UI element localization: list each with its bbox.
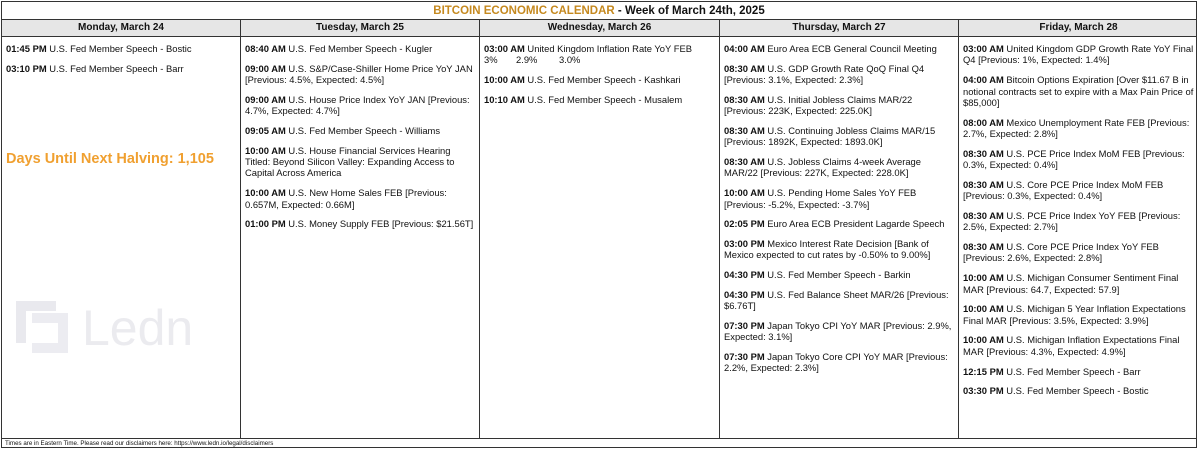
event-time: 08:30 AM [963,178,1004,190]
event-text: U.S. Fed Member Speech - Musalem [524,93,683,105]
event-time: 02:05 PM [724,218,765,230]
event-text: U.S. Continuing Jobless Claims MAR/15 [Previous: 1892K, Expected: 1893.0K] [724,124,936,148]
day-header-monday: Monday, March 24 [2,20,241,36]
event-item [245,63,475,86]
event-time: 04:00 AM [724,43,765,54]
event-item [724,94,954,117]
event-time: 10:00 AM [484,74,525,86]
event-text: U.S. Fed Member Speech - Bostic [46,43,192,54]
event-item [724,187,954,210]
column-thursday [720,37,959,438]
event-time: 09:00 AM [245,62,286,74]
event-text: Mexico Interest Rate Decision [Bank of Mexico expected to cut rates by -0.50% to 9.00%] [724,237,931,261]
event-text: U.S. Fed Member Speech - Barkin [764,269,911,281]
event-text: U.S. Core PCE Price Index MoM FEB [Previous: 0.3%, Expected: 0.4%] [963,178,1164,202]
event-text: Euro Area ECB President Lagarde Speech [764,218,945,230]
event-text: U.S. GDP Growth Rate QoQ Final Q4 [Previous: 3.1%, Expected: 2.3%] [724,62,925,86]
event-item [724,156,954,179]
event-text: U.S. Fed Member Speech - Williams [285,124,441,136]
event-time: 01:00 PM [245,218,286,230]
calendar-frame [1,1,1197,448]
column-monday [2,37,241,438]
event-value: 2.9% [516,54,538,66]
event-text: U.S. New Home Sales FEB [Previous: 0.657M, Expected: 0.66M] [245,187,447,210]
event-text: U.S. PCE Price Index YoY FEB [Previous: 2.5%, Expected: 2.7%] [963,209,1181,233]
event-item [963,179,1194,202]
event-item [724,269,954,280]
event-item [245,94,475,117]
footer-disclaimer: Times are in Eastern Time. Please read our disclaimers here: https://www.ledn.io/legal/disclaimers [2,438,1196,448]
event-text: U.S. House Price Index YoY JAN [Previous: 4.7%, Expected: 4.7%] [245,93,470,117]
event-time: 03:00 PM [724,237,765,249]
event-text: U.S. House Financial Services Hearing Titled: Beyond Silicon Valley: Expanding Access to Capital Across America [245,144,455,179]
event-text: U.S. Fed Member Speech - Bostic [1003,385,1149,397]
event-time: 04:30 PM [724,269,765,281]
event-text: United Kingdom GDP Growth Rate YoY Final Q4 [Previous: 1%, Expected: 1.4%] [963,43,1194,66]
event-time: 10:00 AM [963,272,1004,284]
event-time: 03:30 PM [963,385,1004,397]
title-prefix: BITCOIN ECONOMIC CALENDAR [433,5,615,17]
event-item [724,351,954,374]
event-item [724,43,954,54]
event-time: 09:00 AM [245,93,286,105]
event-time: 08:30 AM [724,62,765,74]
event-time: 08:30 AM [963,147,1004,159]
event-text: U.S. Fed Member Speech - Barr [46,62,184,74]
event-time: 03:10 PM [6,62,47,74]
column-friday [959,37,1198,438]
event-item [963,210,1194,233]
event-time: 10:10 AM [484,93,525,105]
event-item [963,334,1194,357]
event-item [6,43,236,54]
event-time: 03:00 AM [484,43,525,54]
day-header-friday: Friday, March 28 [1039,22,1118,33]
ledn-logo [10,299,230,355]
event-value: 3.0% [559,54,581,66]
event-item [724,238,954,261]
event-item [963,74,1194,108]
event-time: 08:30 AM [963,241,1004,253]
column-wednesday [480,37,720,438]
event-text: Euro Area ECB General Council Meeting [764,43,937,54]
day-header-tuesday: Tuesday, March 25 [241,20,480,36]
event-time: 08:30 AM [963,209,1004,221]
event-text: U.S. Core PCE Price Index YoY FEB [Previous: 2.6%, Expected: 2.8%] [963,241,1159,264]
event-text: Bitcoin Options Expiration [Over $11.67 B in notional contracts set to expire with a Max Pain Price of $85,000] [963,74,1194,108]
event-item [724,63,954,86]
event-item [963,241,1194,264]
event-item [245,187,475,210]
event-item [963,385,1194,396]
event-time: 03:00 AM [963,43,1004,54]
event-item [6,63,236,74]
event-text: United Kingdom Inflation Rate YoY FEB [524,43,692,54]
event-time: 04:00 AM [963,74,1004,86]
event-item [963,303,1194,326]
event-text: U.S. Michigan Inflation Expectations Final MAR [Previous: 4.3%, Expected: 4.9%] [963,334,1180,357]
event-time: 04:30 PM [724,288,765,300]
event-values-row [484,54,715,65]
event-item [724,320,954,343]
event-item [245,43,475,54]
event-text: U.S. Pending Home Sales YoY FEB [Previous: -5.2%, Expected: -3.7%] [724,187,917,210]
event-time: 08:30 AM [724,156,765,168]
event-item [963,366,1194,377]
event-text: Mexico Unemployment Rate FEB [Previous: 2.7%, Expected: 2.8%] [963,116,1190,140]
event-item [724,218,954,229]
day-header-wednesday: Wednesday, March 26 [480,20,720,36]
event-item [724,125,954,148]
event-text: U.S. Fed Balance Sheet MAR/26 [Previous: $6.76T] [724,288,949,312]
event-item [724,289,954,312]
event-time: 08:40 AM [245,43,286,54]
event-text: U.S. Fed Member Speech - Barr [1003,365,1141,377]
event-text: U.S. Jobless Claims 4-week Average MAR/22 [Previous: 227K, Expected: 228.0K] [724,156,921,179]
event-time: 10:00 AM [963,303,1004,315]
event-time: 07:30 PM [724,319,765,331]
event-time: 10:00 AM [724,187,765,199]
column-tuesday [241,37,480,438]
event-time: 07:30 PM [724,350,765,362]
day-header-thursday: Thursday, March 27 [720,20,959,36]
day-header-row [2,20,1196,37]
event-text: U.S. S&P/Case-Shiller Home Price YoY JAN [Previous: 4.5%, Expected: 4.5%] [245,62,473,86]
event-text: Japan Tokyo Core CPI YoY MAR [Previous: 2.2%, Expected: 2.3%] [724,350,948,374]
page-title [2,2,1196,20]
event-time: 08:30 AM [724,93,765,105]
event-value: 3% [484,54,498,66]
event-item [484,74,715,85]
event-item [245,145,475,179]
title-suffix: - Week of March 24th, 2025 [614,5,765,17]
event-time: 12:15 PM [963,365,1004,377]
event-text: Japan Tokyo CPI YoY MAR [Previous: 2.9%, Expected: 3.1%] [724,319,952,343]
event-text: U.S. Fed Member Speech - Kugler [285,43,433,54]
event-time: 08:00 AM [963,116,1004,128]
event-item [245,125,475,136]
ledn-logo-text: Ledn [82,300,194,355]
event-text: U.S. Michigan 5 Year Inflation Expectations Final MAR [Previous: 3.5%, Expected: 3.9%] [963,303,1186,326]
event-text: U.S. Initial Jobless Claims MAR/22 [Previous: 223K, Expected: 225.0K] [724,93,913,117]
event-time: 01:45 PM [6,43,47,54]
event-time: 08:30 AM [724,124,765,136]
event-text: U.S. Money Supply FEB [Previous: $21.56T] [285,218,474,230]
event-item [963,148,1194,171]
event-item [963,272,1194,295]
halving-countdown: Days Until Next Halving: 1,105 [6,151,214,167]
event-item [245,218,475,229]
event-text: U.S. PCE Price Index MoM FEB [Previous: 0.3%, Expected: 0.4%] [963,147,1185,171]
event-time: 10:00 AM [963,334,1004,346]
event-time: 10:00 AM [245,187,286,199]
event-text: U.S. Michigan Consumer Sentiment Final MAR [Previous: 64.7, Expected: 57.9] [963,272,1179,295]
event-item [963,43,1194,66]
event-item [484,94,715,105]
event-item [484,43,715,66]
event-text: U.S. Fed Member Speech - Kashkari [524,74,681,86]
event-time: 09:05 AM [245,124,286,136]
event-time: 10:00 AM [245,144,286,156]
event-item [963,117,1194,140]
